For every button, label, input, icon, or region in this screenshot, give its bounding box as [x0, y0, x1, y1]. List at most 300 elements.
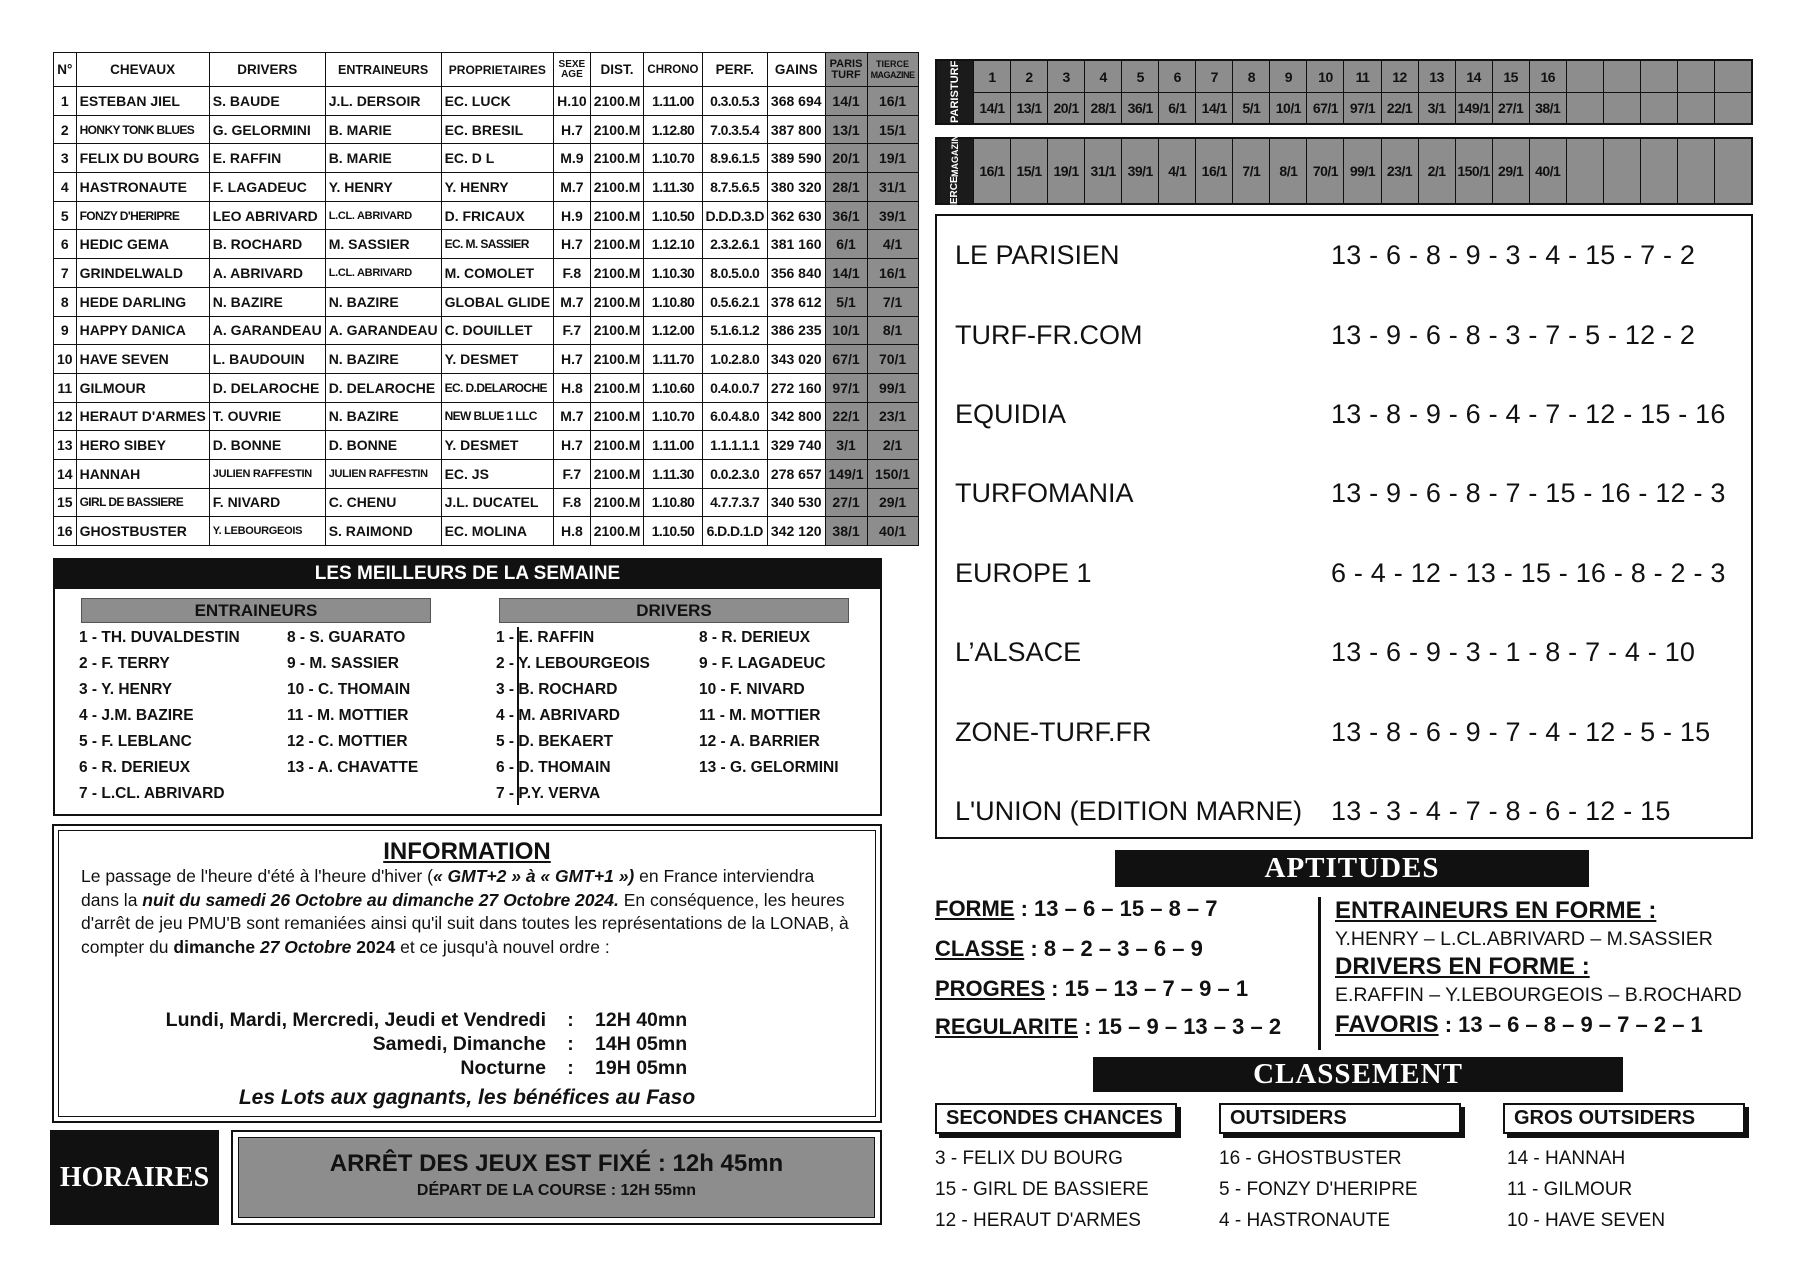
- distance: 2100.M: [590, 230, 644, 259]
- strip2-label-l2: MAGAZINE: [950, 128, 960, 177]
- odds-paris-turf: 36/1: [825, 201, 867, 230]
- trainer-name: C. CHENU: [325, 488, 441, 517]
- strip-odds: 22/1: [1381, 92, 1418, 123]
- list-item: 5 - F. LEBLANC: [79, 733, 192, 750]
- info-text-dimanche: dimanche: [173, 936, 256, 957]
- table-header-row: [54, 53, 919, 87]
- owner-name: EC. D.DELAROCHE: [441, 373, 554, 402]
- strip-number: [1640, 61, 1677, 92]
- strip-odds: [1640, 139, 1677, 203]
- driver-name: JULIEN RAFFESTIN: [209, 459, 325, 488]
- owner-name: Y. DESMET: [441, 431, 554, 460]
- trainer-name: S. RAIMOND: [325, 517, 441, 546]
- distance: 2100.M: [590, 316, 644, 345]
- list-item: 2 - Y. LEBOURGEOIS: [496, 655, 650, 672]
- drivers-list-1: [496, 625, 650, 807]
- odds-paris-turf: 27/1: [825, 488, 867, 517]
- distance: 2100.M: [590, 144, 644, 173]
- prono-row: [955, 692, 1733, 771]
- strip-number: [1714, 61, 1751, 92]
- schedule-days: Lundi, Mardi, Mercredi, Jeudi et Vendredi: [165, 1009, 546, 1031]
- drivers-forme-value: E.RAFFIN – Y.LEBOURGEOIS – B.ROCHARD: [1335, 984, 1742, 1006]
- chrono: 1.11.30: [644, 459, 702, 488]
- sexe-age: H.7: [554, 230, 591, 259]
- trainer-name: N. BAZIRE: [325, 402, 441, 431]
- performance: 7.0.3.5.4: [702, 115, 767, 144]
- sexe-age: H.9: [554, 201, 591, 230]
- driver-name: D. DELAROCHE: [209, 373, 325, 402]
- list-item: 6 - D. THOMAIN: [496, 759, 611, 776]
- trainer-name: D. DELAROCHE: [325, 373, 441, 402]
- favoris-row: [1335, 1010, 1742, 1040]
- owner-name: GLOBAL GLIDE: [441, 287, 554, 316]
- regularite-label: REGULARITE: [935, 1014, 1078, 1039]
- tierce-magazine-strip: [935, 128, 1753, 214]
- paris-turf-label: [937, 61, 973, 123]
- owner-name: EC. LUCK: [441, 87, 554, 116]
- table-row: [54, 431, 919, 460]
- strip-odds: 7/1: [1232, 139, 1269, 203]
- odds-tierce-magazine: 19/1: [867, 144, 918, 173]
- arret-box: [231, 1130, 882, 1225]
- list-item: 1 - E. RAFFIN: [496, 629, 595, 646]
- distance: 2100.M: [590, 259, 644, 288]
- pronostics-box: [935, 214, 1753, 839]
- row-number: 2: [54, 115, 77, 144]
- driver-name: F. LAGADEUC: [209, 173, 325, 202]
- strip-number: 1: [973, 61, 1010, 92]
- odds-paris-turf: 14/1: [825, 259, 867, 288]
- outsiders-list: [1219, 1143, 1418, 1236]
- strip-odds: 31/1: [1084, 139, 1121, 203]
- strip-odds: [1603, 139, 1640, 203]
- horse-name: HEDE DARLING: [76, 287, 209, 316]
- distance: 2100.M: [590, 345, 644, 374]
- odds-tierce-magazine: 16/1: [867, 87, 918, 116]
- strip-odds: 4/1: [1158, 139, 1195, 203]
- driver-name: Y. LEBOURGEOIS: [209, 517, 325, 546]
- trainer-name: M. SASSIER: [325, 230, 441, 259]
- sexe-age: H.7: [554, 115, 591, 144]
- odds-paris-turf: 6/1: [825, 230, 867, 259]
- col-tierce-magazine: [867, 53, 918, 87]
- strip-number: 14: [1455, 61, 1492, 92]
- odds-tierce-magazine: 40/1: [867, 517, 918, 546]
- chrono: 1.10.50: [644, 201, 702, 230]
- table-row: [54, 144, 919, 173]
- best-of-week-box: [53, 589, 882, 816]
- horaires-label: HORAIRES: [50, 1130, 219, 1225]
- arret-text: ARRÊT DES JEUX EST FIXÉ : 12h 45mn: [329, 1150, 784, 1177]
- list-item: 7 - L.CL. ABRIVARD: [79, 785, 225, 802]
- strip-odds: 13/1: [1010, 92, 1047, 123]
- gains: 389 590: [767, 144, 825, 173]
- horse-name: GIRL DE BASSIERE: [76, 488, 209, 517]
- prono-picks: 13 - 3 - 4 - 7 - 8 - 6 - 12 - 15: [1331, 795, 1671, 826]
- regularite-value: : 15 – 9 – 13 – 3 – 2: [1084, 1014, 1282, 1039]
- horse-name: ESTEBAN JIEL: [76, 87, 209, 116]
- prono-picks: 13 - 8 - 6 - 9 - 7 - 4 - 12 - 5 - 15: [1331, 716, 1711, 747]
- row-number: 3: [54, 144, 77, 173]
- gains: 378 612: [767, 287, 825, 316]
- strip-number: 3: [1047, 61, 1084, 92]
- odds-paris-turf: 67/1: [825, 345, 867, 374]
- performance: D.D.D.3.D: [702, 201, 767, 230]
- list-item: 3 - B. ROCHARD: [496, 681, 618, 698]
- info-text-year: 2024: [356, 936, 396, 957]
- strip-number: 10: [1306, 61, 1343, 92]
- odds-tierce-magazine: 39/1: [867, 201, 918, 230]
- horse-name: HAVE SEVEN: [76, 345, 209, 374]
- performance: 0.4.0.0.7: [702, 373, 767, 402]
- strip-odds: 3/1: [1418, 92, 1455, 123]
- distance: 2100.M: [590, 373, 644, 402]
- driver-name: E. RAFFIN: [209, 144, 325, 173]
- strip-number: 16: [1529, 61, 1566, 92]
- driver-name: L. BAUDOUIN: [209, 345, 325, 374]
- performance: 8.7.5.6.5: [702, 173, 767, 202]
- odds-paris-turf: 13/1: [825, 115, 867, 144]
- secondes-chances-list: [935, 1143, 1149, 1236]
- strip-odds: 27/1: [1492, 92, 1529, 123]
- horse-name: FELIX DU BOURG: [76, 144, 209, 173]
- prono-source: TURFOMANIA: [955, 478, 1134, 509]
- row-number: 9: [54, 316, 77, 345]
- odds-paris-turf: 3/1: [825, 431, 867, 460]
- strip-odds: 15/1: [1010, 139, 1047, 203]
- strip-odds: 16/1: [1195, 139, 1232, 203]
- strip-label-l2: TURF: [949, 60, 961, 91]
- driver-name: T. OUVRIE: [209, 402, 325, 431]
- sexe-age: F.7: [554, 316, 591, 345]
- schedule-row: [81, 1056, 687, 1080]
- row-number: 5: [54, 201, 77, 230]
- strip-odds: 67/1: [1306, 92, 1343, 123]
- prono-picks: 13 - 6 - 9 - 3 - 1 - 8 - 7 - 4 - 10: [1331, 637, 1696, 668]
- row-number: 12: [54, 402, 77, 431]
- chrono: 1.11.00: [644, 431, 702, 460]
- strip-number: 4: [1084, 61, 1121, 92]
- sexe-age: F.8: [554, 488, 591, 517]
- information-box: [52, 824, 882, 1123]
- gros-outsiders-heading: GROS OUTSIDERS: [1503, 1103, 1745, 1134]
- strip-odds: [1714, 139, 1751, 203]
- prono-row: [955, 216, 1733, 295]
- chrono: 1.10.30: [644, 259, 702, 288]
- chrono: 1.12.80: [644, 115, 702, 144]
- gains: 278 657: [767, 459, 825, 488]
- schedule-row: [81, 1008, 687, 1032]
- sexe-age: H.7: [554, 345, 591, 374]
- performance: 0.0.2.3.0: [702, 459, 767, 488]
- odds-tierce-magazine: 15/1: [867, 115, 918, 144]
- list-item: 7 - P.Y. VERVA: [496, 785, 601, 802]
- driver-name: A. ABRIVARD: [209, 259, 325, 288]
- info-text-i: et ce jusqu'à nouvel ordre :: [395, 936, 610, 957]
- prono-row: [955, 772, 1733, 851]
- distance: 2100.M: [590, 87, 644, 116]
- distance: 2100.M: [590, 488, 644, 517]
- info-text-date: nuit du samedi 26 Octobre au dimanche 27 Octobre 2024.: [142, 889, 619, 910]
- row-number: 11: [54, 373, 77, 402]
- list-item: 3 - FELIX DU BOURG: [935, 1148, 1123, 1169]
- driver-name: F. NIVARD: [209, 488, 325, 517]
- strip-odds: 6/1: [1158, 92, 1195, 123]
- sexe-age: M.7: [554, 173, 591, 202]
- prono-source: ZONE-TURF.FR: [955, 716, 1152, 747]
- strip-odds: 8/1: [1269, 139, 1306, 203]
- prono-row: [955, 613, 1733, 692]
- forme-label: FORME: [935, 896, 1015, 921]
- strip-odds: 16/1: [973, 139, 1010, 203]
- list-item: 12 - A. BARRIER: [699, 733, 820, 750]
- owner-name: M. COMOLET: [441, 259, 554, 288]
- table-row: [54, 373, 919, 402]
- strip-odds: 149/1: [1455, 92, 1492, 123]
- prono-row: [955, 534, 1733, 613]
- strip-number: [1677, 61, 1714, 92]
- odds-tierce-magazine: 29/1: [867, 488, 918, 517]
- gains: 381 160: [767, 230, 825, 259]
- col-tierce-l1: TIERCE: [876, 58, 910, 69]
- list-item: 8 - S. GUARATO: [287, 629, 406, 646]
- performance: 0.5.6.2.1: [702, 287, 767, 316]
- list-item: 13 - A. CHAVATTE: [287, 759, 419, 776]
- driver-name: A. GARANDEAU: [209, 316, 325, 345]
- col-tierce-l2: MAGAZINE: [870, 69, 915, 80]
- odds-tierce-magazine: 23/1: [867, 402, 918, 431]
- list-item: 14 - HANNAH: [1507, 1148, 1626, 1169]
- col-chrono: CHRONO: [644, 53, 702, 87]
- strip-odds: 5/1: [1232, 92, 1269, 123]
- table-row: [54, 115, 919, 144]
- strip-odds: [1640, 92, 1677, 123]
- progres-label: PROGRES: [935, 976, 1046, 1001]
- row-number: 13: [54, 431, 77, 460]
- aptitudes-title: APTITUDES: [1115, 850, 1589, 887]
- chrono: 1.10.70: [644, 144, 702, 173]
- odds-tierce-magazine: 31/1: [867, 173, 918, 202]
- odds-tierce-magazine: 16/1: [867, 259, 918, 288]
- chrono: 1.10.80: [644, 287, 702, 316]
- chrono: 1.11.30: [644, 173, 702, 202]
- col-gains: GAINS: [767, 53, 825, 87]
- performance: 2.3.2.6.1: [702, 230, 767, 259]
- classe-row: [935, 936, 1203, 962]
- col-dist: DIST.: [590, 53, 644, 87]
- favoris-label: FAVORIS: [1335, 1011, 1439, 1038]
- list-item: 15 - GIRL DE BASSIERE: [935, 1179, 1149, 1200]
- odds-tierce-magazine: 150/1: [867, 459, 918, 488]
- regularite-row: [935, 1014, 1281, 1040]
- gains: 380 320: [767, 173, 825, 202]
- table-row: [54, 230, 919, 259]
- strip-odds: 40/1: [1529, 139, 1566, 203]
- list-item: 8 - R. DERIEUX: [699, 629, 811, 646]
- aptitudes-divider: [1318, 897, 1321, 1050]
- row-number: 7: [54, 259, 77, 288]
- list-item: 10 - F. NIVARD: [699, 681, 805, 698]
- entraineurs-forme-label: ENTRAINEURS EN FORME :: [1335, 897, 1657, 924]
- gains: 329 740: [767, 431, 825, 460]
- list-item: 4 - J.M. BAZIRE: [79, 707, 194, 724]
- performance: 1.1.1.1.1: [702, 431, 767, 460]
- col-num: N°: [54, 53, 77, 87]
- driver-name: S. BAUDE: [209, 87, 325, 116]
- col-paris-l1: PARIS: [829, 57, 863, 70]
- strip-number: 12: [1381, 61, 1418, 92]
- tierce-magazine-label: [937, 128, 973, 214]
- list-item: 13 - G. GELORMINI: [699, 759, 839, 776]
- trainer-name: B. MARIE: [325, 144, 441, 173]
- strip-number: 11: [1343, 61, 1380, 92]
- strip-number: 7: [1195, 61, 1232, 92]
- strip-odds: [1566, 92, 1603, 123]
- schedule-time: 12H 40mn: [595, 1009, 688, 1031]
- strip-odds: [1714, 92, 1751, 123]
- sexe-age: H.10: [554, 87, 591, 116]
- strip-odds: 14/1: [973, 92, 1010, 123]
- prono-picks: 13 - 8 - 9 - 6 - 4 - 7 - 12 - 15 - 16: [1331, 398, 1726, 429]
- horse-name: FONZY D'HERIPRE: [76, 201, 209, 230]
- owner-name: EC. D L: [441, 144, 554, 173]
- table-row: [54, 402, 919, 431]
- strip-odds: [1566, 139, 1603, 203]
- sexe-age: F.8: [554, 259, 591, 288]
- performance: 8.0.5.0.0: [702, 259, 767, 288]
- strip-odds: 36/1: [1121, 92, 1158, 123]
- prono-source: L'UNION (EDITION MARNE): [955, 795, 1303, 826]
- gros-outsiders-list: [1507, 1143, 1665, 1236]
- list-item: 9 - M. SASSIER: [287, 655, 399, 672]
- sexe-age: M.7: [554, 402, 591, 431]
- forme-value: : 13 – 6 – 15 – 8 – 7: [1020, 896, 1218, 921]
- horse-name: HEDIC GEMA: [76, 230, 209, 259]
- performance: 4.7.7.3.7: [702, 488, 767, 517]
- distance: 2100.M: [590, 402, 644, 431]
- row-number: 14: [54, 459, 77, 488]
- drivers-list-2: [699, 625, 839, 781]
- odds-tierce-magazine: 70/1: [867, 345, 918, 374]
- schedule-sep: :: [567, 1009, 574, 1031]
- horse-name: HERAUT D'ARMES: [76, 402, 209, 431]
- odds-paris-turf: 22/1: [825, 402, 867, 431]
- gains: 368 694: [767, 87, 825, 116]
- distance: 2100.M: [590, 517, 644, 546]
- outsiders-heading: OUTSIDERS: [1219, 1103, 1461, 1134]
- distance: 2100.M: [590, 459, 644, 488]
- odds-paris-turf: 38/1: [825, 517, 867, 546]
- list-item: 5 - D. BEKAERT: [496, 733, 614, 750]
- col-sexe-age: [554, 53, 591, 87]
- owner-name: NEW BLUE 1 LLC: [441, 402, 554, 431]
- trainers-heading: ENTRAINEURS: [81, 598, 431, 623]
- table-row: [54, 201, 919, 230]
- strip-number: [1603, 61, 1640, 92]
- table-row: [54, 259, 919, 288]
- prono-picks: 13 - 6 - 8 - 9 - 3 - 4 - 15 - 7 - 2: [1331, 240, 1696, 271]
- strip-odds: 70/1: [1306, 139, 1343, 203]
- driver-name: N. BAZIRE: [209, 287, 325, 316]
- strip-number: [1566, 61, 1603, 92]
- sexe-age: M.9: [554, 144, 591, 173]
- chrono: 1.10.70: [644, 402, 702, 431]
- strip-odds: 29/1: [1492, 139, 1529, 203]
- owner-name: J.L. DUCATEL: [441, 488, 554, 517]
- entraineurs-forme-value: Y.HENRY – L.CL.ABRIVARD – M.SASSIER: [1335, 928, 1713, 950]
- schedule-row: [81, 1032, 687, 1056]
- list-item: 12 - HERAUT D'ARMES: [935, 1210, 1141, 1231]
- information-footer: Les Lots aux gagnants, les bénéfices au Faso: [238, 1086, 696, 1109]
- col-paris-l2: TURF: [831, 68, 861, 81]
- driver-name: D. BONNE: [209, 431, 325, 460]
- strip-odds: 14/1: [1195, 92, 1232, 123]
- prono-picks: 6 - 4 - 12 - 13 - 15 - 16 - 8 - 2 - 3: [1331, 557, 1726, 588]
- favoris-value: : 13 – 6 – 8 – 9 – 7 – 2 – 1: [1444, 1012, 1703, 1037]
- gains: 342 800: [767, 402, 825, 431]
- gains: 356 840: [767, 259, 825, 288]
- prono-row: [955, 375, 1733, 454]
- horse-name: HAPPY DANICA: [76, 316, 209, 345]
- progres-row: [935, 976, 1248, 1002]
- strip-odds: 99/1: [1343, 139, 1380, 203]
- prono-source: TURF-FR.COM: [955, 319, 1143, 350]
- strip-odds: 23/1: [1381, 139, 1418, 203]
- classement-title: CLASSEMENT: [1093, 1057, 1623, 1092]
- owner-name: Y. DESMET: [441, 345, 554, 374]
- strip-label-l1: PARIS: [949, 90, 961, 124]
- trainer-name: Y. HENRY: [325, 173, 441, 202]
- gains: 387 800: [767, 115, 825, 144]
- owner-name: EC. JS: [441, 459, 554, 488]
- classe-label: CLASSE: [935, 936, 1025, 961]
- prono-row: [955, 454, 1733, 533]
- trainer-name: L.CL. ABRIVARD: [325, 259, 441, 288]
- strip-odds: 39/1: [1121, 139, 1158, 203]
- gains: 272 160: [767, 373, 825, 402]
- drivers-forme-label: DRIVERS EN FORME :: [1335, 953, 1590, 980]
- secondes-chances-heading: SECONDES CHANCES: [935, 1103, 1177, 1134]
- strip-odds: 20/1: [1047, 92, 1084, 123]
- driver-name: B. ROCHARD: [209, 230, 325, 259]
- performance: 5.1.6.1.2: [702, 316, 767, 345]
- strip-odds: 150/1: [1455, 139, 1492, 203]
- odds-paris-turf: 97/1: [825, 373, 867, 402]
- distance: 2100.M: [590, 115, 644, 144]
- list-item: 9 - F. LAGADEUC: [699, 655, 826, 672]
- horse-name: HASTRONAUTE: [76, 173, 209, 202]
- strip-odds: [1677, 139, 1714, 203]
- classe-value: : 8 – 2 – 3 – 6 – 9: [1030, 936, 1203, 961]
- list-item: 11 - GILMOUR: [1507, 1179, 1633, 1200]
- odds-paris-turf: 14/1: [825, 87, 867, 116]
- odds-paris-turf: 5/1: [825, 287, 867, 316]
- list-item: 1 - TH. DUVALDESTIN: [79, 629, 240, 646]
- list-item: 10 - C. THOMAIN: [287, 681, 411, 698]
- schedule-days: Samedi, Dimanche: [372, 1033, 546, 1055]
- trainer-name: N. BAZIRE: [325, 287, 441, 316]
- odds-tierce-magazine: 4/1: [867, 230, 918, 259]
- strip2-label-l1: TIERCE: [949, 176, 960, 214]
- runners-body: [54, 87, 919, 546]
- horse-name: HANNAH: [76, 459, 209, 488]
- chrono: 1.11.70: [644, 345, 702, 374]
- horse-name: HONKY TONK BLUES: [76, 115, 209, 144]
- schedule-time: 19H 05mn: [595, 1057, 688, 1079]
- horse-name: GILMOUR: [76, 373, 209, 402]
- horse-name: HERO SIBEY: [76, 431, 209, 460]
- gains: 340 530: [767, 488, 825, 517]
